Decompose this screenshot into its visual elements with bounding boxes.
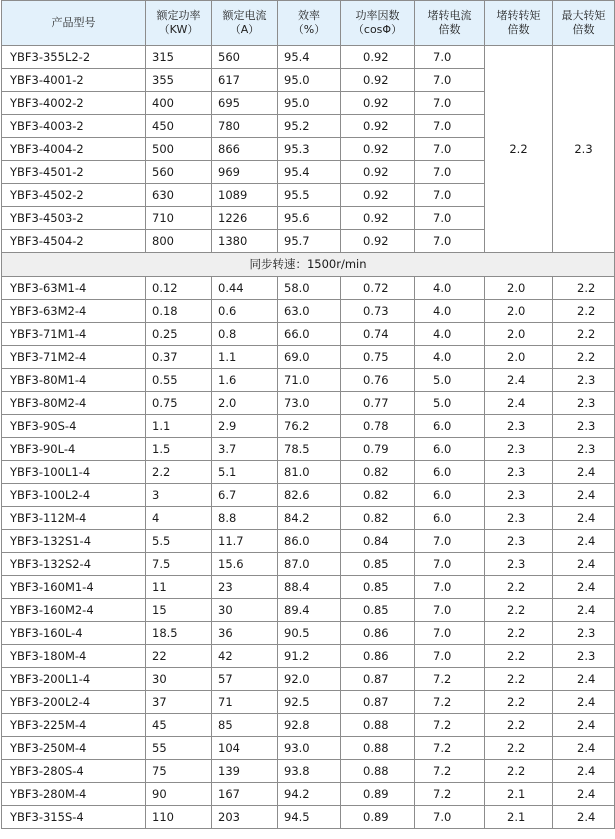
value-cell: 0.88	[341, 760, 415, 783]
model-cell: YBF3-63M2-4	[2, 300, 146, 323]
value-cell: 58.0	[278, 277, 341, 300]
value-cell: 0.44	[212, 277, 278, 300]
value-cell: 710	[146, 207, 212, 230]
value-cell: 57	[212, 668, 278, 691]
value-cell: 800	[146, 230, 212, 253]
table-row	[2, 714, 615, 737]
value-cell: 0.12	[146, 277, 212, 300]
table-row	[2, 438, 615, 461]
value-cell: 15.6	[212, 553, 278, 576]
value-cell: 2.4	[553, 668, 615, 691]
value-cell: 2.3	[485, 507, 553, 530]
value-cell: 7.0	[415, 622, 485, 645]
table-row	[2, 530, 615, 553]
value-cell: 2.2	[485, 737, 553, 760]
model-cell: YBF3-160M1-4	[2, 576, 146, 599]
value-cell: 2.2	[485, 760, 553, 783]
value-cell: 66.0	[278, 323, 341, 346]
value-cell: 85	[212, 714, 278, 737]
value-cell: 2.2	[553, 323, 615, 346]
model-cell: YBF3-315S-4	[2, 806, 146, 829]
table-row	[2, 668, 615, 691]
table-row	[2, 323, 615, 346]
table-row	[2, 346, 615, 369]
value-cell: 7.5	[146, 553, 212, 576]
value-cell: 2.0	[485, 300, 553, 323]
value-cell: 2.4	[553, 553, 615, 576]
header-rated-current: 额定电流 （A）	[212, 1, 278, 46]
value-cell: 7.2	[415, 760, 485, 783]
table-body	[2, 46, 615, 829]
value-cell: 2.4	[553, 714, 615, 737]
value-cell: 7.0	[415, 207, 485, 230]
value-cell: 6.0	[415, 415, 485, 438]
value-cell: 0.85	[341, 576, 415, 599]
value-cell: 0.92	[341, 138, 415, 161]
value-cell: 0.75	[341, 346, 415, 369]
value-cell: 8.8	[212, 507, 278, 530]
value-cell: 42	[212, 645, 278, 668]
value-cell: 7.2	[415, 714, 485, 737]
model-cell: YBF3-4501-2	[2, 161, 146, 184]
value-cell: 0.74	[341, 323, 415, 346]
table-row	[2, 806, 615, 829]
value-cell: 71.0	[278, 369, 341, 392]
header-model: 产品型号	[2, 1, 146, 46]
header-power-factor: 功率因数 （cosΦ）	[341, 1, 415, 46]
value-cell: 0.82	[341, 461, 415, 484]
value-cell: 69.0	[278, 346, 341, 369]
value-cell: 6.0	[415, 484, 485, 507]
value-cell: 2.4	[553, 760, 615, 783]
value-cell: 0.92	[341, 230, 415, 253]
header-rated-power: 额定功率 （KW）	[146, 1, 212, 46]
value-cell: 5.0	[415, 392, 485, 415]
table-row	[2, 415, 615, 438]
value-cell: 0.92	[341, 92, 415, 115]
model-cell: YBF3-250M-4	[2, 737, 146, 760]
value-cell: 2.1	[485, 783, 553, 806]
value-cell: 2.2	[553, 277, 615, 300]
value-cell: 0.6	[212, 300, 278, 323]
value-cell: 2.4	[553, 806, 615, 829]
value-cell: 92.5	[278, 691, 341, 714]
value-cell: 7.2	[415, 783, 485, 806]
motor-spec-table	[1, 0, 615, 829]
value-cell: 5.1	[212, 461, 278, 484]
model-cell: YBF3-112M-4	[2, 507, 146, 530]
model-cell: YBF3-4004-2	[2, 138, 146, 161]
model-cell: YBF3-80M2-4	[2, 392, 146, 415]
value-cell: 203	[212, 806, 278, 829]
value-cell: 89.4	[278, 599, 341, 622]
value-cell: 617	[212, 69, 278, 92]
value-cell: 1.1	[212, 346, 278, 369]
value-cell: 5.5	[146, 530, 212, 553]
model-cell: YBF3-100L1-4	[2, 461, 146, 484]
value-cell: 7.0	[415, 530, 485, 553]
model-cell: YBF3-4001-2	[2, 69, 146, 92]
value-cell: 630	[146, 184, 212, 207]
value-cell: 0.55	[146, 369, 212, 392]
value-cell: 0.88	[341, 714, 415, 737]
value-cell: 450	[146, 115, 212, 138]
value-cell: 315	[146, 46, 212, 69]
model-cell: YBF3-80M1-4	[2, 369, 146, 392]
value-cell: 2.3	[553, 415, 615, 438]
value-cell: 7.0	[415, 599, 485, 622]
model-cell: YBF3-200L2-4	[2, 691, 146, 714]
value-cell: 4.0	[415, 346, 485, 369]
model-cell: YBF3-71M2-4	[2, 346, 146, 369]
value-cell: 780	[212, 115, 278, 138]
model-cell: YBF3-160M2-4	[2, 599, 146, 622]
value-cell: 7.0	[415, 46, 485, 69]
value-cell: 2.0	[485, 346, 553, 369]
value-cell: 78.5	[278, 438, 341, 461]
value-cell: 104	[212, 737, 278, 760]
value-cell: 2.3	[485, 553, 553, 576]
model-cell: YBF3-160L-4	[2, 622, 146, 645]
value-cell: 2.2	[485, 714, 553, 737]
value-cell: 36	[212, 622, 278, 645]
value-cell: 4.0	[415, 323, 485, 346]
value-cell: 2.2	[553, 300, 615, 323]
header-efficiency: 效率 （%）	[278, 1, 341, 46]
header-max-torque: 最大转矩 倍数	[553, 1, 615, 46]
value-cell: 1380	[212, 230, 278, 253]
value-cell: 355	[146, 69, 212, 92]
value-cell: 91.2	[278, 645, 341, 668]
value-cell: 3.7	[212, 438, 278, 461]
value-cell: 2.2	[485, 576, 553, 599]
value-cell: 695	[212, 92, 278, 115]
value-cell: 0.92	[341, 46, 415, 69]
value-cell: 92.8	[278, 714, 341, 737]
value-cell: 0.89	[341, 806, 415, 829]
value-cell: 94.2	[278, 783, 341, 806]
model-cell: YBF3-63M1-4	[2, 277, 146, 300]
model-cell: YBF3-200L1-4	[2, 668, 146, 691]
value-cell: 1.5	[146, 438, 212, 461]
table-row	[2, 484, 615, 507]
table-row	[2, 760, 615, 783]
value-cell: 63.0	[278, 300, 341, 323]
value-cell: 0.92	[341, 115, 415, 138]
value-cell: 95.2	[278, 115, 341, 138]
value-cell: 1.1	[146, 415, 212, 438]
table-row	[2, 553, 615, 576]
value-cell: 7.0	[415, 553, 485, 576]
value-cell: 2.4	[553, 599, 615, 622]
value-cell: 0.92	[341, 184, 415, 207]
value-cell: 7.2	[415, 691, 485, 714]
value-cell: 6.0	[415, 461, 485, 484]
value-cell: 7.0	[415, 806, 485, 829]
table-row	[2, 300, 615, 323]
value-cell: 94.5	[278, 806, 341, 829]
value-cell: 0.25	[146, 323, 212, 346]
value-cell: 2.0	[212, 392, 278, 415]
value-cell: 95.0	[278, 69, 341, 92]
value-cell: 30	[146, 668, 212, 691]
value-cell: 2.2	[485, 691, 553, 714]
value-cell: 2.0	[485, 277, 553, 300]
value-cell: 1.6	[212, 369, 278, 392]
value-cell: 2.4	[553, 530, 615, 553]
table-row	[2, 369, 615, 392]
value-cell: 7.2	[415, 737, 485, 760]
model-cell: YBF3-4003-2	[2, 115, 146, 138]
section-row	[2, 253, 615, 277]
value-cell: 95.5	[278, 184, 341, 207]
model-cell: YBF3-90L-4	[2, 438, 146, 461]
value-cell: 18.5	[146, 622, 212, 645]
value-cell: 1089	[212, 184, 278, 207]
value-cell: 93.8	[278, 760, 341, 783]
value-cell: 2.3	[553, 392, 615, 415]
value-cell: 95.0	[278, 92, 341, 115]
value-cell: 2.4	[553, 691, 615, 714]
model-cell: YBF3-4503-2	[2, 207, 146, 230]
model-cell: YBF3-280M-4	[2, 783, 146, 806]
model-cell: YBF3-355L2-2	[2, 46, 146, 69]
value-cell: 0.89	[341, 783, 415, 806]
table-row	[2, 622, 615, 645]
value-cell: 82.6	[278, 484, 341, 507]
value-cell: 0.77	[341, 392, 415, 415]
table-row	[2, 737, 615, 760]
value-cell: 2.2	[485, 622, 553, 645]
value-cell: 0.8	[212, 323, 278, 346]
value-cell: 2.3	[553, 438, 615, 461]
value-cell: 0.78	[341, 415, 415, 438]
header-row	[2, 1, 615, 46]
value-cell: 0.92	[341, 207, 415, 230]
value-cell: 2.4	[485, 369, 553, 392]
value-cell: 7.0	[415, 92, 485, 115]
model-cell: YBF3-4502-2	[2, 184, 146, 207]
value-cell: 2.0	[485, 323, 553, 346]
value-cell: 6.7	[212, 484, 278, 507]
value-cell: 90.5	[278, 622, 341, 645]
table-row	[2, 507, 615, 530]
value-cell: 2.4	[553, 507, 615, 530]
value-cell: 7.0	[415, 230, 485, 253]
value-cell: 45	[146, 714, 212, 737]
value-cell: 0.86	[341, 645, 415, 668]
value-cell: 23	[212, 576, 278, 599]
value-cell: 6.0	[415, 507, 485, 530]
value-cell: 0.18	[146, 300, 212, 323]
value-cell: 0.92	[341, 161, 415, 184]
value-cell: 866	[212, 138, 278, 161]
value-cell: 22	[146, 645, 212, 668]
model-cell: YBF3-280S-4	[2, 760, 146, 783]
value-cell: 0.79	[341, 438, 415, 461]
value-cell: 7.0	[415, 184, 485, 207]
value-cell: 0.88	[341, 737, 415, 760]
value-cell: 5.0	[415, 369, 485, 392]
value-cell: 0.82	[341, 507, 415, 530]
value-cell: 7.0	[415, 576, 485, 599]
value-cell: 2.4	[553, 737, 615, 760]
value-cell: 81.0	[278, 461, 341, 484]
value-cell: 71	[212, 691, 278, 714]
value-cell: 0.72	[341, 277, 415, 300]
value-cell: 7.0	[415, 138, 485, 161]
value-cell: 92.0	[278, 668, 341, 691]
model-cell: YBF3-225M-4	[2, 714, 146, 737]
model-cell: YBF3-4002-2	[2, 92, 146, 115]
value-cell: 2.4	[553, 461, 615, 484]
value-cell: 73.0	[278, 392, 341, 415]
value-cell: 0.87	[341, 668, 415, 691]
value-cell: 2.3	[485, 530, 553, 553]
value-cell: 76.2	[278, 415, 341, 438]
value-cell: 0.84	[341, 530, 415, 553]
value-cell: 75	[146, 760, 212, 783]
table-row	[2, 645, 615, 668]
value-cell: 95.3	[278, 138, 341, 161]
value-cell: 2.4	[485, 392, 553, 415]
value-cell: 2.3	[553, 622, 615, 645]
value-cell: 95.4	[278, 161, 341, 184]
value-cell: 7.0	[415, 161, 485, 184]
value-cell: 2.2	[553, 346, 615, 369]
value-cell: 110	[146, 806, 212, 829]
model-cell: YBF3-180M-4	[2, 645, 146, 668]
table-row	[2, 783, 615, 806]
value-cell: 0.85	[341, 599, 415, 622]
value-cell: 0.87	[341, 691, 415, 714]
value-cell: 2.3	[485, 438, 553, 461]
locked-torque-merged-cell: 2.2	[485, 46, 553, 253]
value-cell: 7.0	[415, 645, 485, 668]
value-cell: 55	[146, 737, 212, 760]
header-locked-rotor-torque: 堵转转矩 倍数	[485, 1, 553, 46]
value-cell: 400	[146, 92, 212, 115]
value-cell: 3	[146, 484, 212, 507]
value-cell: 560	[212, 46, 278, 69]
value-cell: 0.86	[341, 622, 415, 645]
value-cell: 1226	[212, 207, 278, 230]
value-cell: 95.4	[278, 46, 341, 69]
header-locked-rotor-current: 堵转电流 倍数	[415, 1, 485, 46]
value-cell: 2.3	[553, 645, 615, 668]
value-cell: 0.92	[341, 69, 415, 92]
value-cell: 0.75	[146, 392, 212, 415]
model-cell: YBF3-100L2-4	[2, 484, 146, 507]
value-cell: 7.0	[415, 69, 485, 92]
value-cell: 2.4	[553, 576, 615, 599]
model-cell: YBF3-71M1-4	[2, 323, 146, 346]
value-cell: 2.3	[485, 461, 553, 484]
value-cell: 4.0	[415, 300, 485, 323]
value-cell: 969	[212, 161, 278, 184]
value-cell: 90	[146, 783, 212, 806]
value-cell: 15	[146, 599, 212, 622]
value-cell: 2.4	[553, 484, 615, 507]
table-row	[2, 691, 615, 714]
model-cell: YBF3-132S1-4	[2, 530, 146, 553]
value-cell: 2.1	[485, 806, 553, 829]
value-cell: 93.0	[278, 737, 341, 760]
table-row	[2, 576, 615, 599]
value-cell: 95.7	[278, 230, 341, 253]
table-row	[2, 277, 615, 300]
value-cell: 2.3	[485, 484, 553, 507]
table-row	[2, 599, 615, 622]
value-cell: 4.0	[415, 277, 485, 300]
value-cell: 0.73	[341, 300, 415, 323]
value-cell: 2.2	[485, 599, 553, 622]
value-cell: 95.6	[278, 207, 341, 230]
value-cell: 88.4	[278, 576, 341, 599]
value-cell: 500	[146, 138, 212, 161]
value-cell: 2.3	[553, 369, 615, 392]
model-cell: YBF3-90S-4	[2, 415, 146, 438]
value-cell: 167	[212, 783, 278, 806]
max-torque-merged-cell: 2.3	[553, 46, 615, 253]
value-cell: 7.2	[415, 668, 485, 691]
model-cell: YBF3-4504-2	[2, 230, 146, 253]
value-cell: 84.2	[278, 507, 341, 530]
value-cell: 2.2	[485, 645, 553, 668]
value-cell: 4	[146, 507, 212, 530]
value-cell: 2.2	[485, 668, 553, 691]
table-row	[2, 461, 615, 484]
value-cell: 0.85	[341, 553, 415, 576]
table-row	[2, 392, 615, 415]
value-cell: 560	[146, 161, 212, 184]
sync-speed-section-label: 同步转速：1500r/min	[2, 253, 615, 277]
table-header	[2, 1, 615, 46]
value-cell: 2.4	[553, 783, 615, 806]
value-cell: 11.7	[212, 530, 278, 553]
value-cell: 139	[212, 760, 278, 783]
value-cell: 86.0	[278, 530, 341, 553]
value-cell: 30	[212, 599, 278, 622]
value-cell: 2.2	[146, 461, 212, 484]
value-cell: 0.76	[341, 369, 415, 392]
value-cell: 2.9	[212, 415, 278, 438]
value-cell: 37	[146, 691, 212, 714]
value-cell: 87.0	[278, 553, 341, 576]
value-cell: 6.0	[415, 438, 485, 461]
value-cell: 0.37	[146, 346, 212, 369]
model-cell: YBF3-132S2-4	[2, 553, 146, 576]
table-row	[2, 46, 615, 69]
value-cell: 2.3	[485, 415, 553, 438]
value-cell: 7.0	[415, 115, 485, 138]
value-cell: 0.82	[341, 484, 415, 507]
value-cell: 11	[146, 576, 212, 599]
